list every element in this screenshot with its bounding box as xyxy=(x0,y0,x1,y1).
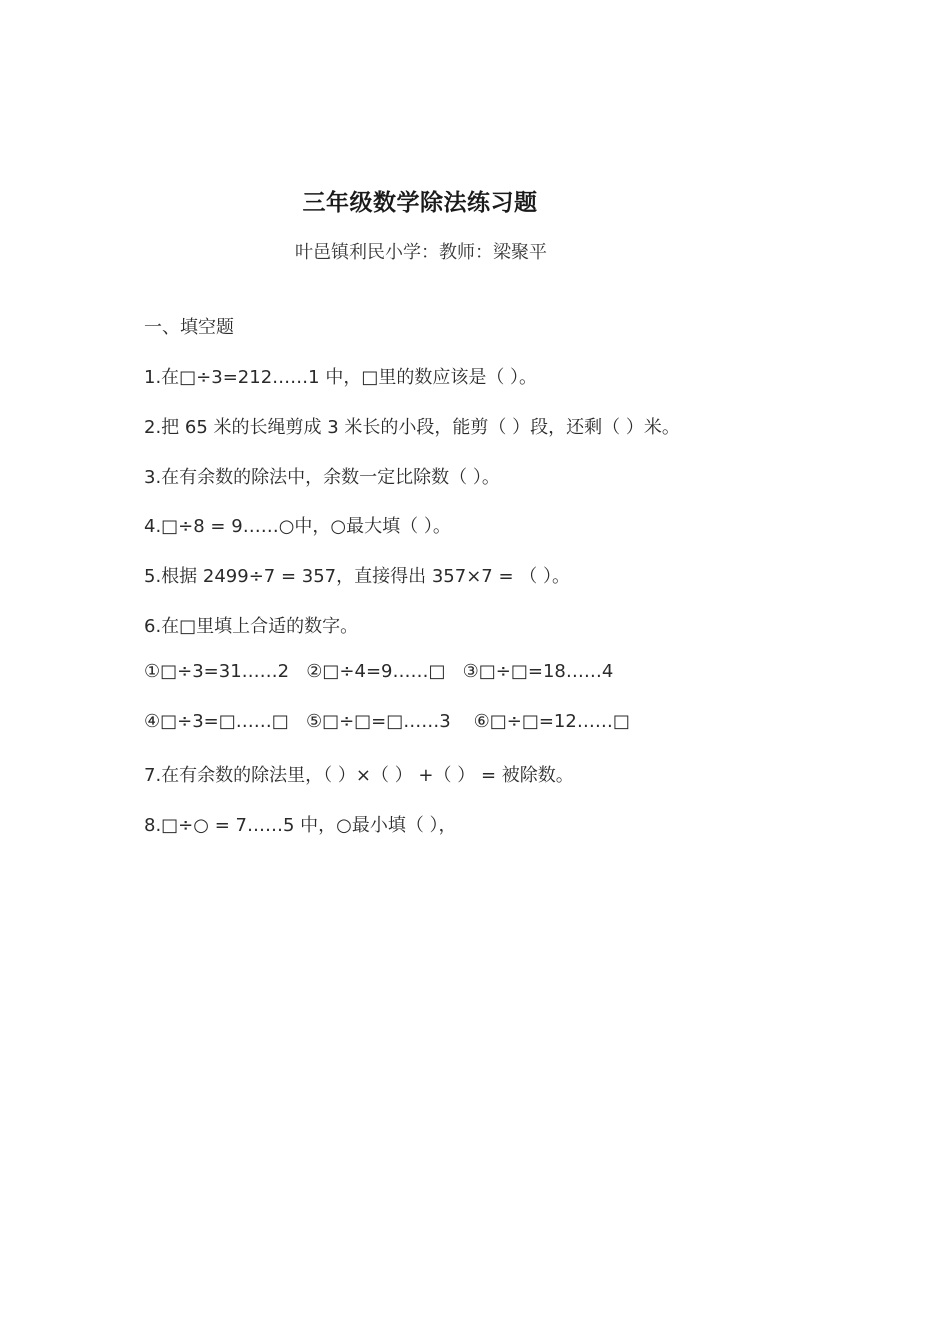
question-3: 3.在有余数的除法中，余数一定比除数（ ）。 xyxy=(144,467,500,488)
question-2: 2.把 65 米的长绳剪成 3 米长的小段，能剪（ ）段，还剩（ ）米。 xyxy=(144,417,680,438)
question-6: 6.在□里填上合适的数字。 xyxy=(144,616,359,637)
section-heading: 一、填空题 xyxy=(144,317,234,338)
question-7: 7.在有余数的除法里，（ ）×（ ） +（ ） = 被除数。 xyxy=(144,765,574,786)
question-6-row-1: ①□÷3=31……2 ②□÷4=9……□ ③□÷□=18……4 xyxy=(144,661,614,682)
question-5: 5.根据 2499÷7 = 357，直接得出 357×7 = （ ）。 xyxy=(144,566,570,587)
page-subtitle: 叶邑镇利民小学：教师：梁聚平 xyxy=(295,242,547,263)
page-title: 三年级数学除法练习题 xyxy=(302,190,538,216)
question-4: 4.□÷8 = 9……○中，○最大填（ ）。 xyxy=(144,516,451,537)
question-1: 1.在□÷3=212……1 中，□里的数应该是（ ）。 xyxy=(144,367,538,388)
question-6-row-2: ④□÷3=□……□ ⑤□÷□=□……3 ⑥□÷□=12……□ xyxy=(144,711,630,732)
question-8: 8.□÷○ = 7……5 中，○最小填（ ）， xyxy=(144,815,457,836)
